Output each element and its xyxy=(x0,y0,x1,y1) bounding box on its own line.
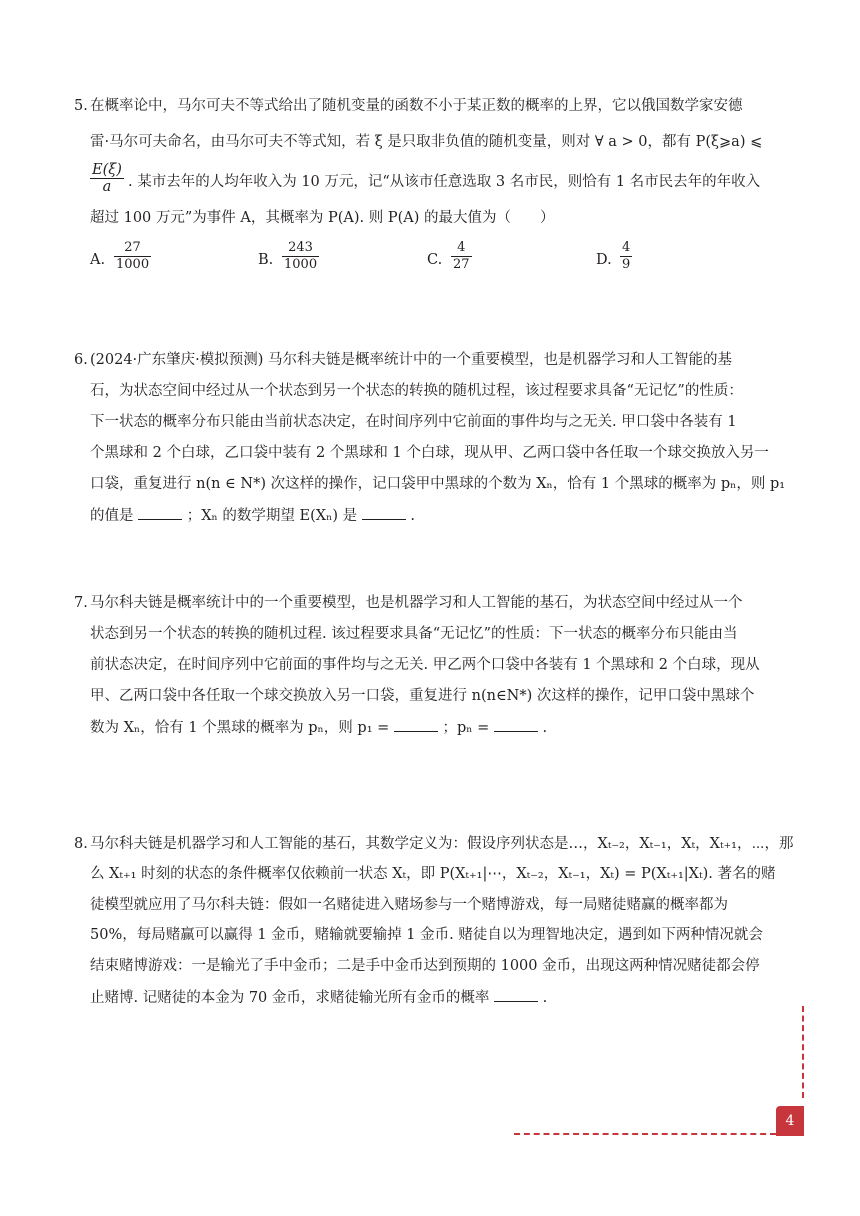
text-segment: ；Xₙ 的数学期望 E(Xₙ) 是 xyxy=(186,508,358,524)
option-numerator: 4 xyxy=(622,240,631,255)
question-number: 6. xyxy=(74,352,88,368)
answer-blank[interactable] xyxy=(494,717,538,732)
answer-blank[interactable] xyxy=(362,505,406,520)
text-segment: 止赌博. 记赌徒的本金为 70 金币，求赌徒输光所有金币的概率 xyxy=(90,990,490,1006)
text-segment: 数为 Xₙ，恰有 1 个黑球的概率为 pₙ，则 p₁ = xyxy=(90,720,390,736)
fraction-denominator: a xyxy=(102,179,112,195)
question-text-line: 石，为状态空间中经过从一个状态到另一个状态的转换的随机过程，该过程要求具备“无记忆”的性质： xyxy=(90,383,743,399)
question-text-line xyxy=(90,987,547,1008)
question-text-line: 口袋，重复进行 n(n ∈ N*) 次这样的操作，记口袋甲中黑球的个数为 Xₙ，恰有 1 个黑球的概率为 pₙ，则 p₁ xyxy=(90,476,786,492)
page-corner-dashed-line-horizontal xyxy=(514,1133,776,1135)
question-text-line: 50%，每局赌赢可以赢得 1 金币，赌输就要输掉 1 金币. 赌徒自以为理智地决定，遇到如下两种情况就会 xyxy=(90,927,763,943)
question-text-line: 马尔科夫链是机器学习和人工智能的基石，其数学定义为：假设序列状态是…，Xₜ₋₂，Xₜ₋₁，Xₜ，Xₜ₊₁，⋯，那 xyxy=(90,836,794,852)
answer-blank[interactable] xyxy=(494,987,538,1002)
question-text-line: 下一状态的概率分布只能由当前状态决定，在时间序列中它前面的事件均与之无关. 甲口袋中各装有 1 xyxy=(90,414,737,430)
question-text-line xyxy=(90,505,415,526)
answer-blank[interactable] xyxy=(138,505,182,520)
question-text-line: 个黑球和 2 个白球，乙口袋中装有 2 个黑球和 1 个白球，现从甲、乙两口袋中各任取一个球交换放入另一 xyxy=(90,445,769,461)
question-text-line: 超过 100 万元”为事件 A，其概率为 P(A). 则 P(A) 的最大值为（ ） xyxy=(90,210,555,226)
fraction-numerator: E(ξ) xyxy=(92,162,122,178)
option-denominator: 27 xyxy=(453,257,470,272)
question-number: 7. xyxy=(74,595,88,611)
page-corner-dashed-line-vertical xyxy=(802,1006,804,1098)
option-numerator: 27 xyxy=(114,240,151,257)
option-label: C. xyxy=(427,252,443,268)
text-segment: ；pₙ = xyxy=(442,720,490,736)
question-text-line: 么 Xₜ₊₁ 时刻的状态的条件概率仅依赖前一状态 Xₜ，即 P(Xₜ₊₁|⋯，Xₜ₋₂，Xₜ₋₁，Xₜ) = P(Xₜ₊₁|Xₜ). 著名的赌 xyxy=(90,866,776,882)
question-text-line: 在概率论中，马尔可夫不等式给出了随机变量的函数不小于某正数的概率的上界，它以俄国数学家安德 xyxy=(90,98,743,114)
fraction-expectation xyxy=(90,162,124,195)
option-label: D. xyxy=(596,252,612,268)
text-segment: 的值是 xyxy=(90,508,134,524)
question-text-line: 雷·马尔可夫命名，由马尔可夫不等式知，若 ξ 是只取非负值的随机变量，则对 ∀ a > 0，都有 P(ξ⩾a) ⩽ xyxy=(90,134,763,150)
option-numerator: 243 xyxy=(282,240,319,257)
page-number-badge xyxy=(776,1106,804,1136)
question-text-line: (2024·广东肇庆·模拟预测) 马尔科夫链是概率统计中的一个重要模型，也是机器学习和人工智能的基 xyxy=(90,352,733,368)
answer-blank[interactable] xyxy=(394,717,438,732)
option-denominator: 1000 xyxy=(116,257,150,272)
question-text-line: 马尔科夫链是概率统计中的一个重要模型，也是机器学习和人工智能的基石，为状态空间中经过从一个 xyxy=(90,595,743,611)
question-number: 8. xyxy=(74,836,88,852)
option-numerator: 4 xyxy=(451,240,472,257)
question-text-line: 前状态决定，在时间序列中它前面的事件均与之无关. 甲乙两个口袋中各装有 1 个黑球和 2 个白球，现从 xyxy=(90,657,760,673)
question-text-line xyxy=(90,717,547,738)
text-segment: . xyxy=(410,508,415,524)
question-text-line: 结束赌博游戏：一是输光了手中金币；二是手中金币达到预期的 1000 金币，出现这两种情况赌徒都会停 xyxy=(90,958,760,974)
option-label: A. xyxy=(90,252,106,268)
question-number: 5. xyxy=(74,98,88,114)
option-label: B. xyxy=(258,252,274,268)
question-text-line: . 某市去年的人均年收入为 10 万元，记“从该市任意选取 3 名市民，则恰有 1 名市民去年的年收入 xyxy=(128,174,761,190)
question-text-line: 徒模型就应用了马尔科夫链：假如一名赌徒进入赌场参与一个赌博游戏，每一局赌徒赌赢的概率都为 xyxy=(90,897,728,913)
option-denominator: 9 xyxy=(622,257,631,272)
page-number: 4 xyxy=(785,1113,795,1129)
option-denominator: 1000 xyxy=(284,257,318,272)
text-segment: . xyxy=(542,720,548,736)
question-text-line: 甲、乙两口袋中各任取一个球交换放入另一口袋，重复进行 n(n∈N*) 次这样的操作，记甲口袋中黑球个 xyxy=(90,688,755,704)
question-text-line: 状态到另一个状态的转换的随机过程. 该过程要求具备“无记忆”的性质：下一状态的概率分布只能由当 xyxy=(90,626,738,642)
text-segment: . xyxy=(542,990,548,1006)
